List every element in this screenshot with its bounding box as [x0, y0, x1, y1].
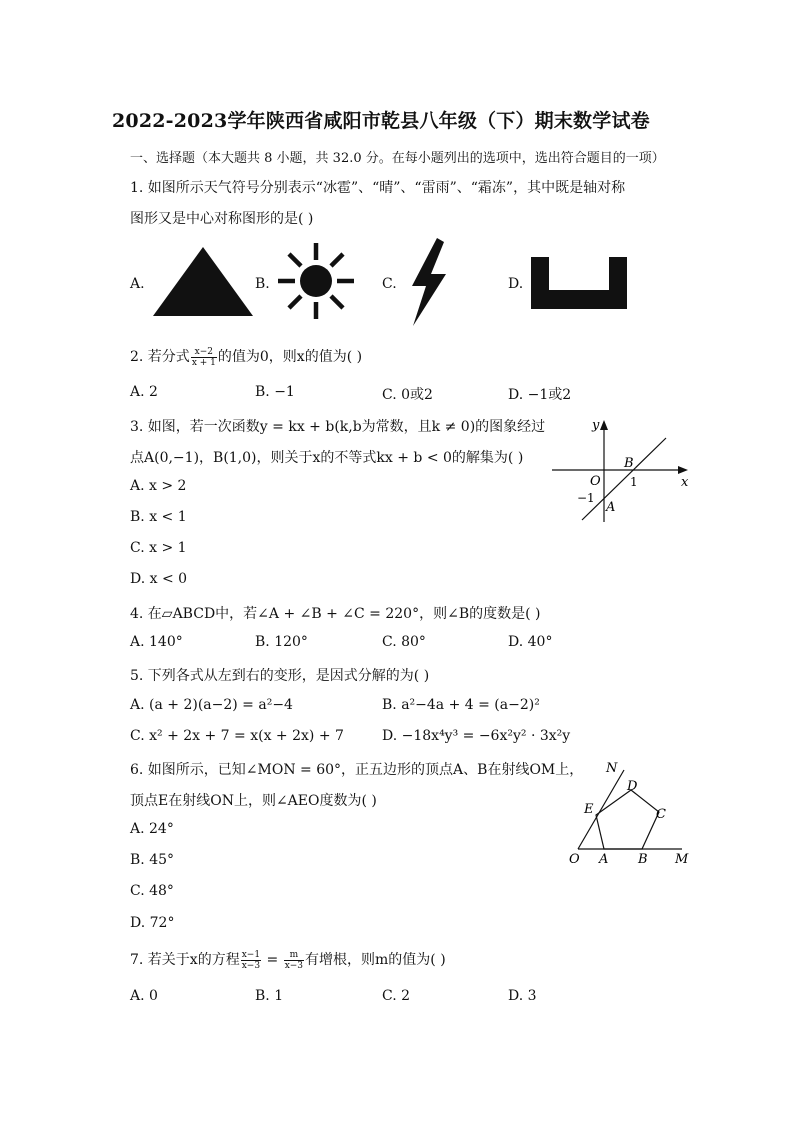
q3-option-b: B. x < 1 — [130, 509, 187, 525]
q6-option-b: B. 45° — [130, 852, 175, 868]
q7-fraction-left — [241, 950, 261, 971]
q5-option-d: D. −18x⁴y³ = −6x²y² · 3x²y — [382, 728, 571, 744]
q2-denominator: x + 1 — [191, 357, 216, 368]
q6-option-a: A. 24° — [130, 821, 174, 837]
q2-text-post: 的值为0，则x的值为( ) — [217, 349, 363, 365]
label-a: A — [599, 852, 609, 867]
q2-numerator: x−2 — [191, 347, 217, 358]
label-c: C — [656, 807, 666, 822]
label-m: M — [675, 852, 689, 867]
q4-stem: 4. 在▱ABCD中，若∠A + ∠B + ∠C = 220°，则∠B的度数是( ) — [130, 606, 541, 622]
q2-option-b: B. −1 — [255, 384, 295, 400]
sun-circle — [300, 265, 332, 297]
q7-fraction-right — [284, 950, 304, 971]
label-b: B — [638, 852, 648, 867]
q3-line1: 3. 如图，若一次函数y = kx + b(k,b为常数，且k ≠ 0)的图象经过 — [130, 419, 546, 435]
q7-left-denominator: x−3 — [241, 960, 261, 971]
q2-option-d: D. −1或2 — [508, 387, 572, 403]
y-axis-arrow — [600, 420, 608, 430]
q3-option-d: D. x < 0 — [130, 571, 188, 587]
q1-option-a-label: A. — [130, 276, 145, 292]
q6-pentagon-figure — [560, 758, 700, 870]
triangle-shape — [153, 247, 253, 316]
section-header: 一、选择题（本大题共 8 小题，共 32.0 分。在每小题列出的选项中，选出符合题目的一项） — [130, 151, 665, 166]
u-shape — [531, 257, 627, 309]
y-axis-label: y — [592, 418, 600, 433]
hail-symbol-figure — [150, 244, 256, 318]
q7-option-b: B. 1 — [255, 988, 284, 1004]
q3-line2: 点A(0,−1)，B(1,0)，则关于x的不等式kx + b < 0的解集为( ) — [130, 450, 524, 466]
q3-option-a: A. x > 2 — [130, 478, 187, 494]
q7-text-post: 有增根，则m的值为( ) — [305, 952, 446, 968]
q7-right-numerator: m — [284, 950, 304, 961]
label-o: O — [569, 852, 580, 867]
q7-option-d: D. 3 — [508, 988, 537, 1004]
tick-label-neg-one: −1 — [577, 491, 595, 505]
q5-stem: 5. 下列各式从左到右的变形，是因式分解的为( ) — [130, 668, 430, 684]
lightning-shape — [412, 238, 446, 326]
q1-option-b-label: B. — [255, 276, 270, 292]
q2-text-pre: 2. 若分式 — [130, 349, 190, 365]
q4-option-a: A. 140° — [130, 634, 183, 650]
q7-option-c: C. 2 — [382, 988, 411, 1004]
x-axis-label: x — [681, 475, 689, 490]
label-n: N — [606, 761, 618, 776]
q7-equals: = — [262, 952, 283, 968]
q6-option-c: C. 48° — [130, 883, 174, 899]
q1-option-d-label: D. — [508, 276, 524, 292]
x-axis-arrow — [678, 466, 688, 474]
q6-line2: 顶点E在射线ON上，则∠AEO度数为( ) — [130, 793, 377, 809]
sunny-symbol-figure — [276, 241, 356, 321]
q2-stem — [130, 346, 362, 368]
label-d: D — [627, 779, 638, 794]
q2-fraction — [191, 347, 217, 368]
point-b-label: B — [624, 456, 634, 471]
q2-option-a: A. 2 — [130, 384, 158, 400]
q6-option-d: D. 72° — [130, 915, 175, 931]
page-title: 2022-2023学年陕西省咸阳市乾县八年级（下）期末数学试卷 — [112, 110, 650, 132]
q5-option-b: B. a²−4a + 4 = (a−2)² — [382, 697, 540, 713]
q7-option-a: A. 0 — [130, 988, 158, 1004]
q1-option-c-label: C. — [382, 276, 397, 292]
q1-line1: 1. 如图所示天气符号分别表示“冰雹”、“晴”、“雷雨”、“霜冻”，其中既是轴对称 — [130, 180, 626, 196]
q3-option-c: C. x > 1 — [130, 540, 187, 556]
origin-label: O — [590, 474, 601, 489]
q7-left-numerator: x−1 — [241, 949, 261, 960]
q1-line2: 图形又是中心对称图形的是( ) — [130, 211, 314, 227]
thunderstorm-symbol-figure — [404, 236, 448, 328]
point-a-label: A — [606, 500, 616, 515]
tick-label-one: 1 — [630, 475, 638, 489]
q5-option-a: A. (a + 2)(a−2) = a²−4 — [130, 697, 293, 713]
q2-option-c: C. 0或2 — [382, 387, 433, 403]
q7-text-pre: 7. 若关于x的方程 — [130, 952, 240, 968]
q4-option-c: C. 80° — [382, 634, 426, 650]
q6-line1: 6. 如图所示，已知∠MON = 60°，正五边形的顶点A、B在射线OM上， — [130, 762, 584, 778]
regular-pentagon — [596, 790, 659, 849]
q7-right-denominator: x−3 — [284, 960, 304, 971]
q7-stem — [130, 949, 446, 971]
q3-linear-function-graph — [548, 414, 698, 526]
q4-option-b: B. 120° — [255, 634, 308, 650]
label-e: E — [584, 802, 594, 817]
q5-option-c: C. x² + 2x + 7 = x(x + 2x) + 7 — [130, 728, 344, 744]
q4-option-d: D. 40° — [508, 634, 553, 650]
frost-symbol-figure — [530, 256, 628, 310]
